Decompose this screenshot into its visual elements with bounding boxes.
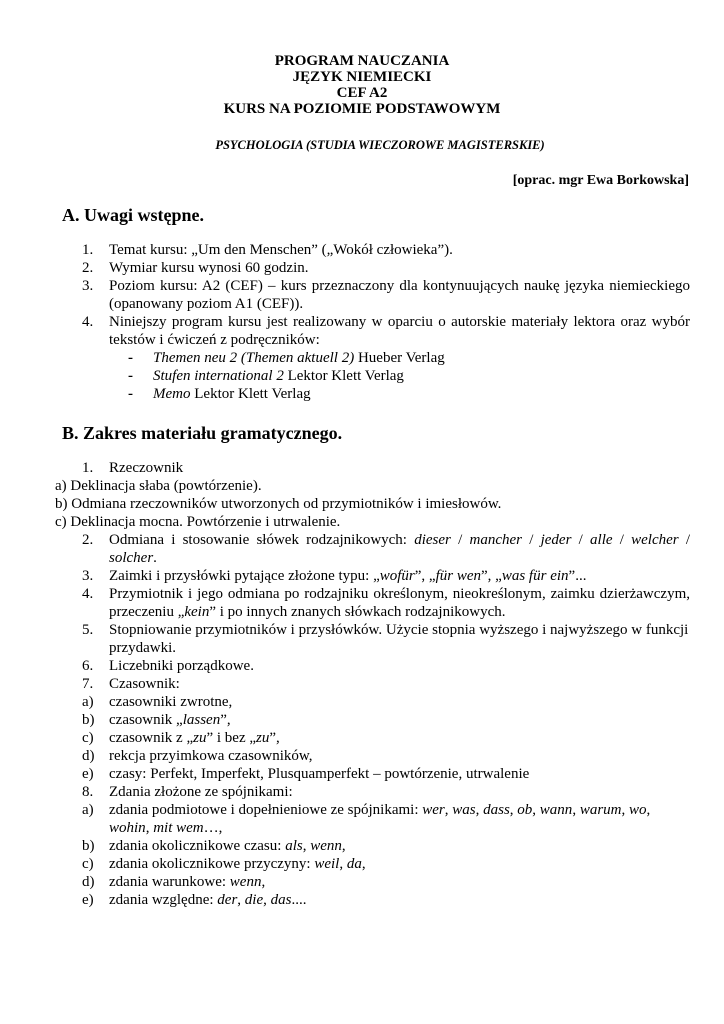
item-number: 2. [82, 260, 94, 276]
item-number: 4. [82, 314, 94, 330]
german-word: solcher [109, 550, 154, 566]
separator: , [339, 856, 347, 872]
german-word: wer [422, 802, 445, 818]
item-number: 7. [82, 676, 94, 692]
sub-item-letter: b) [82, 838, 95, 854]
item-number: 5. [82, 622, 94, 638]
sub-item: c) Deklinacja mocna. Powtórzenie i utrwalenie. [55, 514, 341, 530]
textbook-title: Themen neu 2 (Themen aktuell 2) [153, 350, 355, 366]
document-subtitle: PSYCHOLOGIA (STUDIA WIECZOROWE MAGISTERSKIE) [215, 138, 545, 152]
separator: / [678, 532, 691, 548]
sub-item-letter: b) [82, 712, 95, 728]
german-word: wann [539, 802, 573, 818]
separator: ”... [568, 568, 587, 584]
item-text: Zdania złożone ze spójnikami: [109, 784, 293, 800]
dash-bullet: - [128, 350, 133, 366]
german-word: was [452, 802, 476, 818]
sub-item-letter: d) [82, 874, 95, 890]
german-word: wo [629, 802, 647, 818]
list-item [82, 531, 690, 567]
text-run: zdania względne: [109, 892, 218, 908]
section-b-list [55, 459, 691, 909]
header-line-2: JĘZYK NIEMIECKI [292, 69, 432, 85]
separator: , [444, 802, 453, 818]
item-text: Czasownik: [109, 676, 180, 692]
item-text: Rzeczownik [109, 460, 184, 476]
item-text: Wymiar kursu wynosi 60 godzin. [109, 260, 309, 276]
list-item [82, 567, 690, 585]
separator: , [361, 856, 366, 872]
header-line-4: KURS NA POZIOMIE PODSTAWOWYM [223, 101, 501, 117]
textbook-title: Memo [153, 386, 191, 402]
text-run: Odmiana i stosowanie słówek rodzajnikowych: [109, 532, 415, 548]
separator: ”, [220, 712, 231, 728]
separator: , [341, 838, 346, 854]
item-text [109, 855, 690, 873]
textbook-item [128, 367, 690, 385]
item-text [109, 585, 690, 621]
textbook-title: Stufen international 2 [153, 368, 284, 384]
sub-item [82, 855, 690, 873]
text-run: czasownik z „ [109, 730, 194, 746]
german-word: als [285, 838, 303, 854]
item-text: Stopniowanie przymiotników i przysłówków. Użycie stopnia wyższego i najwyższego w funkcji przydawki. [109, 622, 689, 656]
separator: , [646, 802, 651, 818]
german-word: der [217, 892, 238, 908]
text-run: zdania okolicznikowe czasu: [109, 838, 286, 854]
text-run: zdania warunkowe: [109, 874, 230, 890]
separator: , [532, 802, 540, 818]
item-text: Niniejszy program kursu jest realizowany w oparciu o autorskie materiały lektora oraz wybór tekstów i ćwiczeń z podręczników: [109, 314, 690, 348]
item-number: 3. [82, 278, 94, 294]
separator: . [153, 550, 157, 566]
item-text: czasy: Perfekt, Imperfekt, Plusquamperfekt – powtórzenie, utrwalenie [109, 766, 530, 782]
german-word: mit wem [153, 820, 204, 836]
sub-item [82, 747, 690, 765]
item-text [109, 729, 690, 747]
german-word: kein [184, 604, 210, 620]
sub-item [82, 837, 690, 855]
german-word: zu [193, 730, 207, 746]
section-b-title: B. Zakres materiału gramatycznego. [62, 423, 343, 443]
text-run: Zaimki i przysłówki pytające złożone typu: „ [109, 568, 380, 584]
german-word: zu [256, 730, 270, 746]
item-number: 3. [82, 568, 94, 584]
author-note: [oprac. mgr Ewa Borkowska] [512, 173, 689, 188]
separator: …, [203, 820, 223, 836]
list-item [82, 621, 690, 657]
sub-item-letter: e) [82, 766, 94, 782]
german-word: das [270, 892, 292, 908]
sub-item-letter: a) [82, 694, 94, 710]
text-run: ” i po innych znanych słówkach rodzajnikowych. [209, 604, 506, 620]
list-item [82, 259, 690, 277]
item-number: 1. [82, 242, 94, 258]
item-number: 4. [82, 586, 94, 602]
separator: / [571, 532, 591, 548]
german-word: die [244, 892, 264, 908]
sub-item [82, 729, 690, 747]
textbook-publisher: Hueber Verlag [354, 350, 445, 366]
item-text [109, 891, 690, 909]
separator: , [237, 892, 245, 908]
dash-bullet: - [128, 386, 133, 402]
sub-item: a) Deklinacja słaba (powtórzenie). [55, 478, 262, 494]
list-item [82, 585, 690, 621]
item-text: Temat kursu: „Um den Menschen” („Wokół człowieka”). [109, 242, 453, 258]
german-word: ob [517, 802, 533, 818]
item-number: 1. [82, 460, 94, 476]
german-word: wenn [310, 838, 342, 854]
german-word: wenn [229, 874, 262, 890]
item-text [109, 837, 690, 855]
sub-item [82, 693, 690, 711]
german-word: dieser [414, 532, 451, 548]
german-word: lassen [182, 712, 221, 728]
text-run: ” i bez „ [206, 730, 257, 746]
item-text [109, 873, 690, 891]
separator: / [521, 532, 541, 548]
separator: , [261, 874, 266, 890]
german-word: weil [314, 856, 340, 872]
german-word: warum [579, 802, 622, 818]
item-text: Liczebniki porządkowe. [109, 658, 254, 674]
text-run: zdania okolicznikowe przyczyny: [109, 856, 315, 872]
textbook-publisher: Lektor Klett Verlag [190, 386, 311, 402]
sub-item-letter: c) [82, 856, 94, 872]
german-word: alle [590, 532, 613, 548]
separator: , [475, 802, 484, 818]
separator: ”, [269, 730, 280, 746]
item-number: 2. [82, 532, 94, 548]
text-run: Przymiotnik i jego odmiana po rodzajniku określonym, nieokreślonym, zaimku dzierżawczym, przeczeniu „ [109, 586, 690, 620]
separator: / [612, 532, 632, 548]
list-item [82, 459, 690, 477]
sub-item-letter: c) [82, 730, 94, 746]
separator: ”, „ [414, 568, 436, 584]
item-number: 8. [82, 784, 94, 800]
item-text: Poziom kursu: A2 (CEF) – kurs przeznaczony dla kontynuujących naukę języka niemieckiego (opanowany poziom A1 (CEF)). [109, 278, 690, 312]
list-item [82, 241, 690, 259]
sub-item-letter: a) [82, 802, 94, 818]
german-word: mancher [469, 532, 522, 548]
item-text [109, 531, 690, 567]
header-line-3: CEF A2 [336, 85, 388, 101]
german-word: da [346, 856, 362, 872]
text-run: czasownik „ [109, 712, 183, 728]
sub-item [82, 711, 690, 729]
separator: , [509, 802, 518, 818]
german-word: dass [483, 802, 510, 818]
textbook-item [128, 385, 690, 403]
german-word: was für ein [501, 568, 569, 584]
german-word: wofür [379, 568, 415, 584]
item-text: rekcja przyimkowa czasowników, [109, 748, 313, 764]
section-a-list [82, 241, 690, 403]
separator: , [621, 802, 629, 818]
german-word: welcher [631, 532, 679, 548]
textbook-publisher: Lektor Klett Verlag [283, 368, 404, 384]
german-word: jeder [540, 532, 572, 548]
list-item [82, 313, 690, 349]
item-text [109, 801, 690, 837]
german-word: wohin [109, 820, 146, 836]
separator: , [263, 892, 271, 908]
sub-item: b) Odmiana rzeczowników utworzonych od przymiotników i imiesłowów. [55, 496, 502, 512]
text-run: zdania podmiotowe i dopełnieniowe ze spójnikami: [109, 802, 423, 818]
sub-item-letter: e) [82, 892, 94, 908]
german-word: für wen [435, 568, 482, 584]
sub-item [82, 765, 690, 783]
list-item [82, 675, 690, 693]
item-text [109, 567, 690, 585]
textbook-item [128, 349, 690, 367]
dash-bullet: - [128, 368, 133, 384]
item-text: czasowniki zwrotne, [109, 694, 233, 710]
list-item [82, 277, 690, 313]
sub-item [82, 801, 690, 837]
separator: .... [291, 892, 307, 908]
separator: ”, „ [481, 568, 502, 584]
sub-item-letter: d) [82, 748, 95, 764]
sub-item [82, 873, 690, 891]
item-number: 6. [82, 658, 94, 674]
item-text [109, 711, 690, 729]
header-line-1: PROGRAM NAUCZANIA [274, 53, 450, 69]
section-a-title: A. Uwagi wstępne. [62, 205, 204, 225]
list-item [82, 657, 690, 675]
document-header [0, 53, 724, 117]
list-item [82, 783, 690, 801]
separator: , [572, 802, 580, 818]
sub-item [82, 891, 690, 909]
separator: , [302, 838, 311, 854]
separator: / [450, 532, 470, 548]
separator: , [145, 820, 154, 836]
